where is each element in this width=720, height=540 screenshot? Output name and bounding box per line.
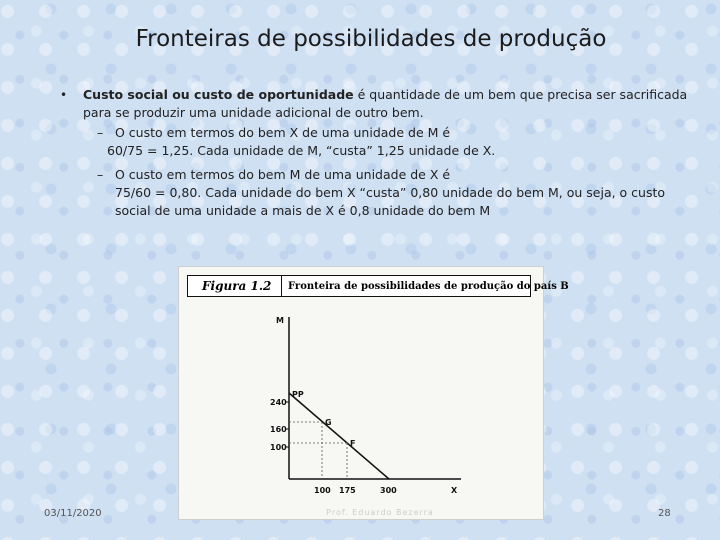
- figure-caption: Fronteira de possibilidades de produção do país B: [281, 275, 531, 297]
- dash-marker: –: [97, 167, 104, 182]
- point-label-f: F: [350, 439, 356, 448]
- dash-marker: –: [97, 125, 104, 140]
- sub2-line2: 75/60 = 0,80. Cada unidade do bem X “custa” 0,80 unidade do bem M, ou seja, o custo: [115, 185, 666, 200]
- sub2-line1: O custo em termos do bem M de uma unidade de X é: [115, 167, 451, 182]
- footer-page-number: 28: [658, 508, 671, 519]
- sub1-line2: 60/75 = 1,25. Cada unidade de M, “custa” 1,25 unidade de X.: [107, 143, 496, 158]
- sub-bullet-1: [97, 124, 687, 160]
- footer-date: 03/11/2020: [44, 508, 102, 519]
- ppf-line: [289, 393, 389, 479]
- ppf-chart: [179, 267, 543, 519]
- slide-title: Fronteiras de possibilidades de produção: [135, 26, 607, 52]
- y-tick-label: 100: [270, 443, 287, 452]
- x-axis-label: X: [451, 486, 458, 495]
- x-tick-label: 175: [339, 486, 356, 495]
- point-label-g: G: [325, 418, 332, 427]
- para-line2: para se produzir uma unidade adicional de outro bem.: [83, 105, 424, 120]
- figure-label: Figura 1.2: [187, 275, 282, 297]
- bullet-marker: •: [60, 88, 68, 102]
- sub2-line3: social de uma unidade a mais de X é 0,8 unidade do bem M: [115, 203, 491, 218]
- sub-bullet-2: [97, 166, 687, 220]
- figure-header: [187, 275, 569, 299]
- curve-label-pp: PP: [292, 390, 304, 399]
- y-tick-label: 240: [270, 398, 287, 407]
- y-axis-label: M: [276, 316, 284, 325]
- x-tick-label: 300: [380, 486, 397, 495]
- x-tick-label: 100: [314, 486, 331, 495]
- y-tick-label: 160: [270, 425, 287, 434]
- sub1-line1: O custo em termos do bem X de uma unidade de M é: [115, 125, 451, 140]
- para-line1-rest: é quantidade de um bem que precisa ser sacrificada: [353, 87, 688, 102]
- main-paragraph: [83, 86, 693, 122]
- ppf-figure: [178, 266, 569, 520]
- para-bold-term: Custo social ou custo de oportunidade: [83, 87, 354, 102]
- footer-center-text: Prof. Eduardo Bezerra: [326, 508, 434, 517]
